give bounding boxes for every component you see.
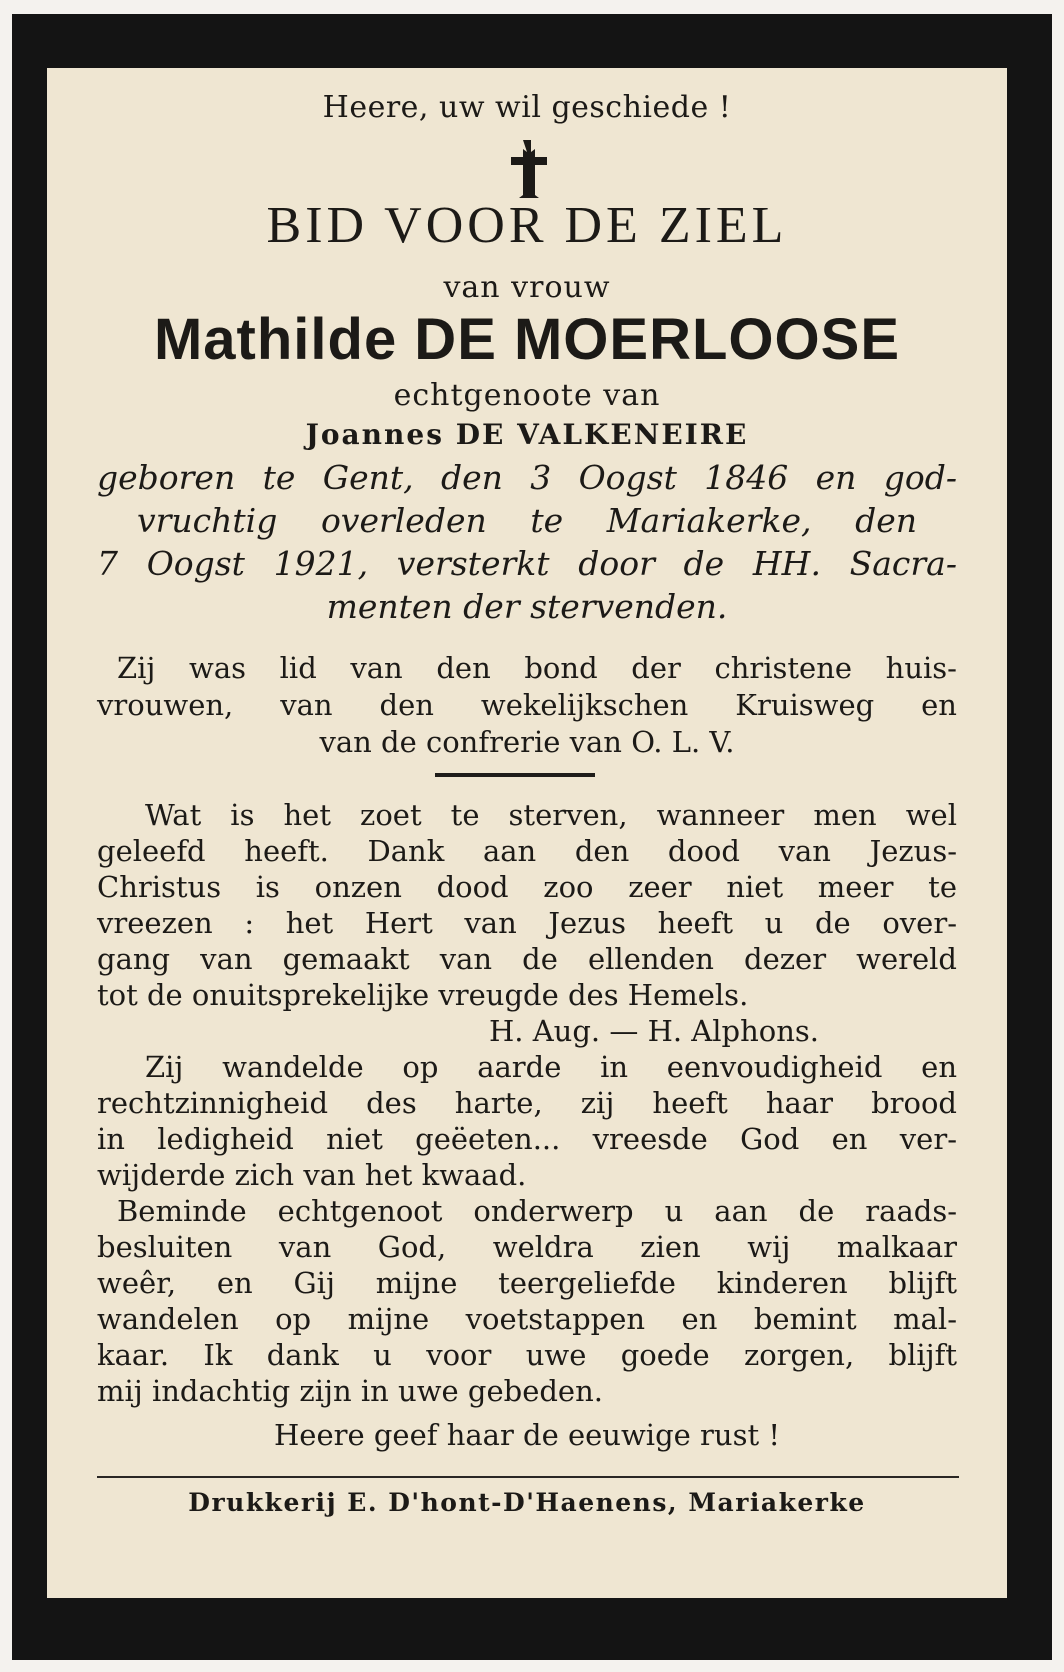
membership-line: Zij was lid van den bond der christene huis-: [117, 651, 957, 685]
spouse-name: Joannes DE VALKENEIRE: [305, 418, 749, 451]
life-line: in ledigheid niet geëeten... vreesde God en ver-: [97, 1122, 957, 1156]
farewell-line: weêr, en Gij mijne teergeliefde kinderen blijft: [97, 1266, 957, 1300]
quote-line: tot de onuitsprekelijke vreugde des Hemels.: [97, 978, 749, 1012]
membership-line: van de confrerie van O. L. V.: [319, 725, 735, 759]
farewell-line: mij indachtig zijn in uwe gebeden.: [97, 1374, 603, 1408]
quote-line: Wat is het zoet te sterven, wanneer men wel: [145, 798, 957, 832]
life-line: Zij wandelde op aarde in eenvoudigheid en: [145, 1050, 957, 1084]
quote-line: vreezen : het Hert van Jezus heeft u de over-: [97, 906, 957, 940]
farewell-line: wandelen op mijne voetstappen en bemint mal-: [97, 1302, 957, 1336]
birth-death-line: menten der stervenden.: [326, 587, 728, 626]
membership-line: vrouwen, van den wekelijkschen Kruisweg en: [97, 688, 957, 722]
closing-prayer: Heere geef haar de eeuwige rust !: [274, 1418, 780, 1452]
birth-death-line: geboren te Gent, den 3 Oogst 1846 en god-: [97, 458, 957, 497]
birth-death-line: 7 Oogst 1921, versterkt door de HH. Sacra-: [97, 544, 957, 583]
cross-icon: [507, 140, 547, 198]
farewell-line: kaar. Ik dank u voor uwe goede zorgen, blijft: [97, 1338, 957, 1372]
quote-attribution: H. Aug. — H. Alphons.: [489, 1014, 819, 1048]
printer-credit: Drukkerij E. D'hont-D'Haenens, Mariakerke: [188, 1488, 866, 1517]
deceased-name: Mathilde DE MOERLOOSE: [153, 307, 901, 372]
divider: [435, 773, 595, 777]
heading: BID VOOR DE ZIEL: [266, 197, 788, 254]
life-line: rechtzinnigheid des harte, zij heeft haar brood: [97, 1086, 957, 1120]
top-prayer: Heere, uw wil geschiede !: [322, 90, 732, 125]
quote-line: Christus is onzen dood zoo zeer niet meer te: [97, 870, 957, 904]
van-vrouw-label: van vrouw: [443, 270, 611, 305]
quote-line: geleefd heeft. Dank aan den dood van Jezus-: [97, 834, 957, 868]
quote-line: gang van gemaakt van de ellenden dezer wereld: [97, 942, 957, 976]
farewell-line: besluiten van God, weldra zien wij malkaar: [97, 1230, 957, 1264]
memorial-card: [47, 68, 1007, 1598]
footer-rule: [97, 1476, 959, 1478]
birth-death-line: vruchtig overleden te Mariakerke, den: [137, 501, 917, 540]
farewell-line: Beminde echtgenoot onderwerp u aan de raads-: [117, 1194, 957, 1228]
spouse-label: echtgenoote van: [393, 378, 661, 413]
life-line: wijderde zich van het kwaad.: [97, 1158, 527, 1192]
